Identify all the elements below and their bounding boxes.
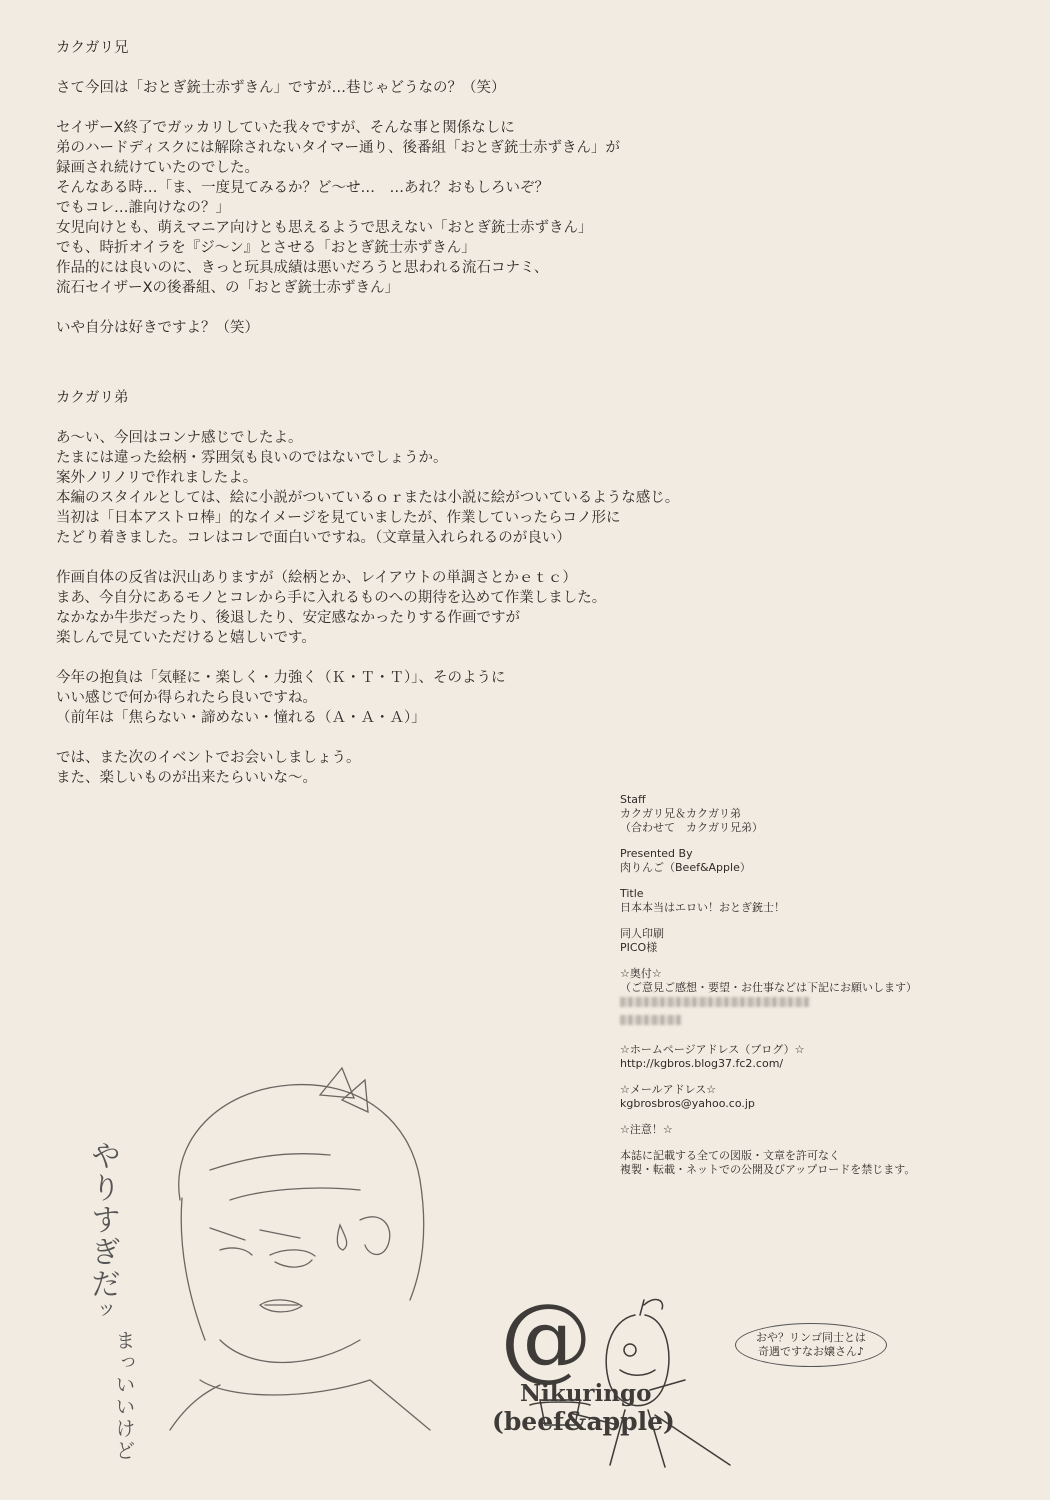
essay-line: 流石セイザーXの後番組、の「おとぎ銃士赤ずきん」 <box>56 280 399 296</box>
essay-line: 作画自体の反省は沢山ありますが（絵柄とか、レイアウトの単調さとかｅｔｃ） <box>56 570 577 586</box>
essay-line: （前年は「焦らない・諦めない・憧れる（Ａ・Ａ・Ａ）」 <box>56 710 426 726</box>
chin-line <box>220 1340 360 1363</box>
essay-line: まあ、今自分にあるモノとコレから手に入れるものへの期待を込めて作業しました。 <box>56 590 607 606</box>
presented-label: Presented By <box>620 847 693 860</box>
hair-outline <box>179 1085 420 1200</box>
brand-name: Nikuringo <box>520 1380 652 1407</box>
notice-label: ☆注意！☆ <box>620 1123 673 1136</box>
homepage-url[interactable]: http://kgbros.blog37.fc2.com/ <box>620 1057 784 1070</box>
essay-line: あ～い、今回はコンナ感じでしたよ。 <box>56 430 303 446</box>
essay-line: また、楽しいものが出来たらいいな～。 <box>56 770 317 786</box>
essay-line: そんなある時…「ま、一度見てみるか？ど～せ… …あれ？おもしろいぞ？ <box>56 180 549 196</box>
colophon-block <box>620 967 1020 1031</box>
mail-label: ☆メールアドレス☆ <box>620 1083 717 1096</box>
essay-line: いい感じで何か得られたら良いですね。 <box>56 690 317 706</box>
colophon-label: ☆奥付☆ <box>620 967 662 980</box>
right-eye <box>220 1248 252 1255</box>
redacted-address <box>620 995 1020 1031</box>
hair-right-side <box>410 1180 424 1300</box>
staff-names: カクガリ兄＆カクガリ弟 <box>620 807 741 820</box>
monocle <box>624 1344 636 1356</box>
staff-block <box>620 793 1020 835</box>
essay-line: たまには違った絵柄・雰囲気も良いのではないでしょうか。 <box>56 450 448 466</box>
essay-line: さて今回は「おとぎ銃士赤ずきん」ですが…巷じゃどうなの？（笑） <box>56 80 506 96</box>
essay-paragraph-6 <box>56 668 756 728</box>
printer-value: PICO様 <box>620 941 658 954</box>
redacted-address-line <box>620 1015 682 1025</box>
notice-text: 複製・転載・ネットでの公開及びアップロードを禁じます。 <box>620 1163 916 1176</box>
ear <box>360 1217 390 1255</box>
essay-line: 女児向けとも、萌えマニア向けとも思えるようで思えない「おとぎ銃士赤ずきん」 <box>56 220 593 236</box>
essay-paragraph-4 <box>56 428 756 548</box>
speech-bubble-line: おや？リンゴ同士とは <box>756 1331 866 1344</box>
staff-credits <box>620 793 1020 1189</box>
essay-line: 録画され続けていたのでした。 <box>56 160 259 176</box>
sketch-exclamation-tail: ッ <box>90 1300 114 1322</box>
essay-line: でも、時折オイラを『ジ～ン』とさせる「おとぎ銃士赤ずきん」 <box>56 240 476 256</box>
essay-paragraph-7 <box>56 748 756 788</box>
essay-line: では、また次のイベントでお会いしましょう。 <box>56 750 361 766</box>
section-spacer <box>56 358 756 388</box>
essay-line: 本編のスタイルとしては、絵に小説がついているｏｒまたは小説に絵がついているような感じ。 <box>56 490 680 506</box>
mail-block <box>620 1083 1020 1111</box>
sketch-exclamation-text: やりすぎだ <box>85 1140 120 1300</box>
speech-bubble-line: 奇遇ですなお嬢さん♪ <box>757 1345 865 1358</box>
title-label: Title <box>620 887 644 900</box>
sketch-aside: まっいいけど <box>112 1330 136 1462</box>
collar <box>200 1380 430 1430</box>
section-title-elder-brother: カクガリ兄 <box>56 40 129 56</box>
speech-bubble <box>735 1323 887 1367</box>
brand-subtitle: (beef&apple) <box>492 1407 675 1436</box>
left-eye <box>270 1250 315 1256</box>
colophon-note: （ご意見ご感想・要望・お仕事などは下記にお願いします） <box>620 981 917 994</box>
essay-line: たどり着きました。コレはコレで面白いですね。（文章量入れられるのが良い） <box>56 530 571 546</box>
essay-paragraph-3 <box>56 318 756 338</box>
essay-line: 弟のハードディスクには解除されないタイマー通り、後番組「おとぎ銃士赤ずきん」が <box>56 140 621 156</box>
essay-line: 案外ノリノリで作れましたよ。 <box>56 470 258 486</box>
essay-paragraph-5 <box>56 568 756 648</box>
title-value: 日本本当はエロい！おとぎ銃士！ <box>620 901 785 914</box>
girl-sketch-illustration <box>110 1050 490 1470</box>
essay-line: いや自分は好きですよ？（笑） <box>56 320 259 336</box>
essay-line: 楽しんで見ていただけると嬉しいです。 <box>56 630 316 646</box>
mail-address[interactable]: kgbrosbros@yahoo.co.jp <box>620 1097 755 1110</box>
homepage-block <box>620 1043 1020 1071</box>
staff-names-note: （合わせて カクガリ兄弟） <box>620 821 763 834</box>
presented-value: 肉りんご（Beef&Apple） <box>620 861 751 874</box>
presented-block <box>620 847 1020 875</box>
mustache <box>620 1370 655 1375</box>
printer-block <box>620 927 1020 955</box>
essay-line: 今年の抱負は「気軽に・楽しく・力強く（Ｋ・Ｔ・Ｔ）」、そのように <box>56 670 506 686</box>
at-mark-logo: @ <box>500 1284 592 1391</box>
staff-label: Staff <box>620 793 646 806</box>
title-block <box>620 887 1020 915</box>
notice-block <box>620 1123 1020 1177</box>
sweat-drop <box>337 1225 346 1250</box>
essay-paragraph-2 <box>56 118 756 298</box>
essay-line: セイザーX終了でガッカリしていた我々ですが、そんな事と関係なしに <box>56 120 515 136</box>
notice-text: 本誌に記載する全ての図版・文章を許可なく <box>620 1149 840 1162</box>
essay-line: 作品的には良いのに、きっと玩具成績は悪いだろうと思われる流石コナミ、 <box>56 260 549 276</box>
apple-stem <box>640 1299 663 1315</box>
sketch-exclamation <box>80 1140 124 1322</box>
gritted-mouth <box>260 1300 302 1312</box>
section-title-younger-brother: カクガリ弟 <box>56 390 129 406</box>
essay-line: 当初は「日本アストロ棒」的なイメージを見ていましたが、作業していったらコノ形に <box>56 510 621 526</box>
hair-left-side <box>181 1198 205 1340</box>
homepage-label: ☆ホームページアドレス（ブログ）☆ <box>620 1043 805 1056</box>
essay-paragraph-1 <box>56 78 756 98</box>
printer-label: 同人印刷 <box>620 927 664 940</box>
afterword-essay <box>56 38 756 808</box>
essay-line: なかなか牛歩だったり、後退したり、安定感なかったりする作画ですが <box>56 610 520 626</box>
essay-line: でもコレ…誰向けなの？」 <box>56 200 230 216</box>
redacted-address-line <box>620 997 810 1007</box>
